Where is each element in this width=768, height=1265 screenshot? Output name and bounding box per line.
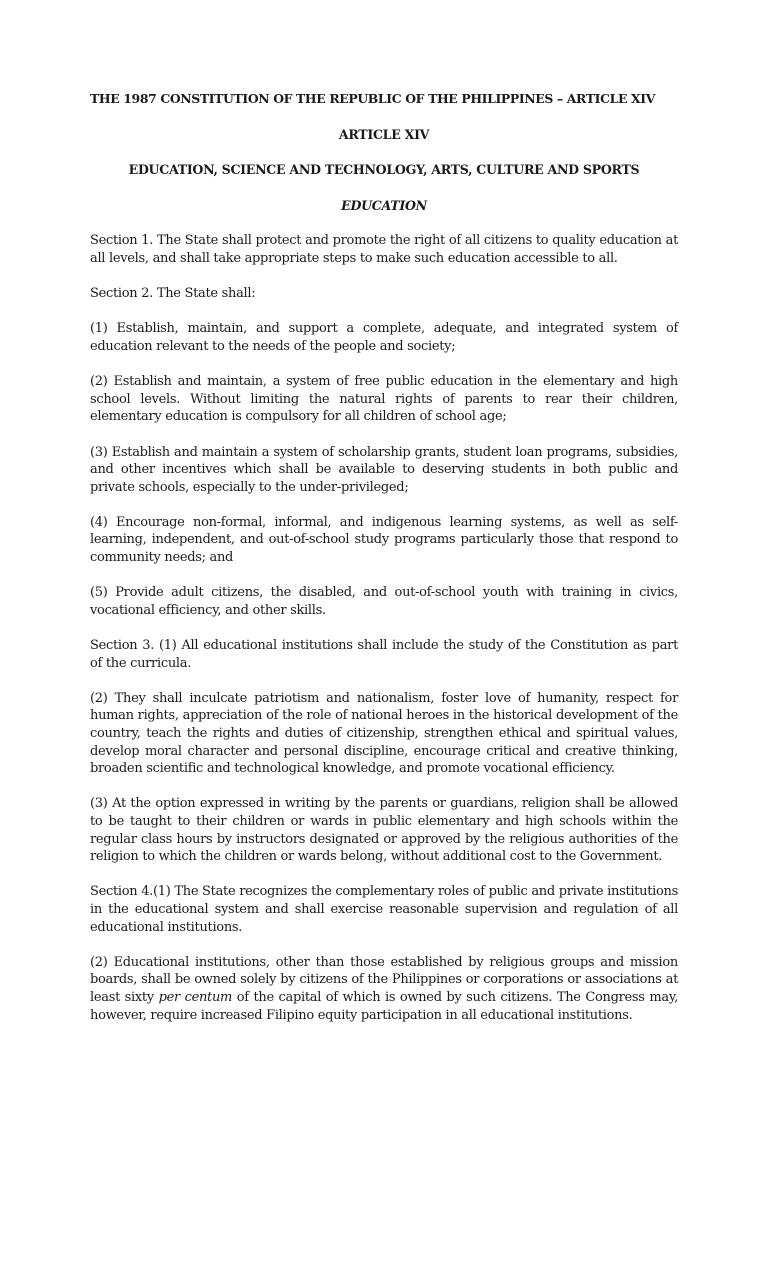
paragraph-section-2-item-4: (4) Encourage non-formal, informal, and indigenous learning systems, as well as self-learning, independent, and out-of-school study programs particularly those that respond to community needs; and <box>90 514 678 566</box>
document-title: THE 1987 CONSTITUTION OF THE REPUBLIC OF THE PHILIPPINES – ARTICLE XIV <box>90 91 655 106</box>
paragraph-text-part: (2) Educational institutions, other than those established by religious groups and mission boards, shall be owned solely by citizens of the Philippines or corporations or associations at least sixty <box>90 954 678 1005</box>
paragraph-section-4-item-2 <box>90 954 678 1024</box>
paragraph-section-3-item-2: (2) They shall inculcate patriotism and nationalism, foster love of humanity, respect for human rights, appreciation of the role of national heroes in the historical development of the country, teach the rights and duties of citizenship, strengthen ethical and spiritual values, develop moral character and personal discipline, encourage critical and creative thinking, broaden scientific and technological knowledge, and promote vocational efficiency. <box>90 690 678 777</box>
paragraph-section-2-intro: Section 2. The State shall: <box>90 286 256 302</box>
paragraph-section-2-item-3: (3) Establish and maintain a system of scholarship grants, student loan programs, subsidies, and other incentives which shall be available to deserving students in both public and private schools, especially to the under-privileged; <box>90 444 678 495</box>
section-heading-education: EDUCATION <box>341 197 427 213</box>
paragraph-section-2-item-5: (5) Provide adult citizens, the disabled, and out-of-school youth with training in civics, vocational efficiency, and other skills. <box>90 585 678 618</box>
paragraph-section-2-item-1: (1) Establish, maintain, and support a complete, adequate, and integrated system of education relevant to the needs of the people and society; <box>90 321 678 354</box>
article-heading: ARTICLE XIV <box>338 126 430 142</box>
paragraph-section-3-item-3: (3) At the option expressed in writing by the parents or guardians, religion shall be allowed to be taught to their children or wards in public elementary and high schools within the regular class hours by instructors designated or approved by the religious authorities of the religion to which the children or wards belong, without additional cost to the Government. <box>90 796 678 865</box>
document-page <box>90 90 678 1042</box>
paragraph-section-3-item-1: Section 3. (1) All educational institutions shall include the study of the Constitution as part of the curricula. <box>90 638 678 671</box>
paragraph-section-4-item-1: Section 4.(1) The State recognizes the complementary roles of public and private institutions in the educational system and shall exercise reasonable supervision and regulation of all educational institutions. <box>90 884 678 935</box>
paragraph-section-1: Section 1. The State shall protect and promote the right of all citizens to quality education at all levels, and shall take appropriate steps to make such education accessible to all. <box>90 233 678 266</box>
article-subject-heading: EDUCATION, SCIENCE AND TECHNOLOGY, ARTS, CULTURE AND SPORTS <box>128 162 640 178</box>
italic-phrase: per centum <box>158 989 233 1005</box>
paragraph-text-part: of the capital of which is owned by such citizens. The Congress may, however, require increased Filipino equity participation in all educational institutions. <box>90 989 678 1023</box>
paragraph-section-2-item-2: (2) Establish and maintain, a system of free public education in the elementary and high school levels. Without limiting the natural rights of parents to rear their children, elementary education is compulsory for all children of school age; <box>90 374 678 425</box>
